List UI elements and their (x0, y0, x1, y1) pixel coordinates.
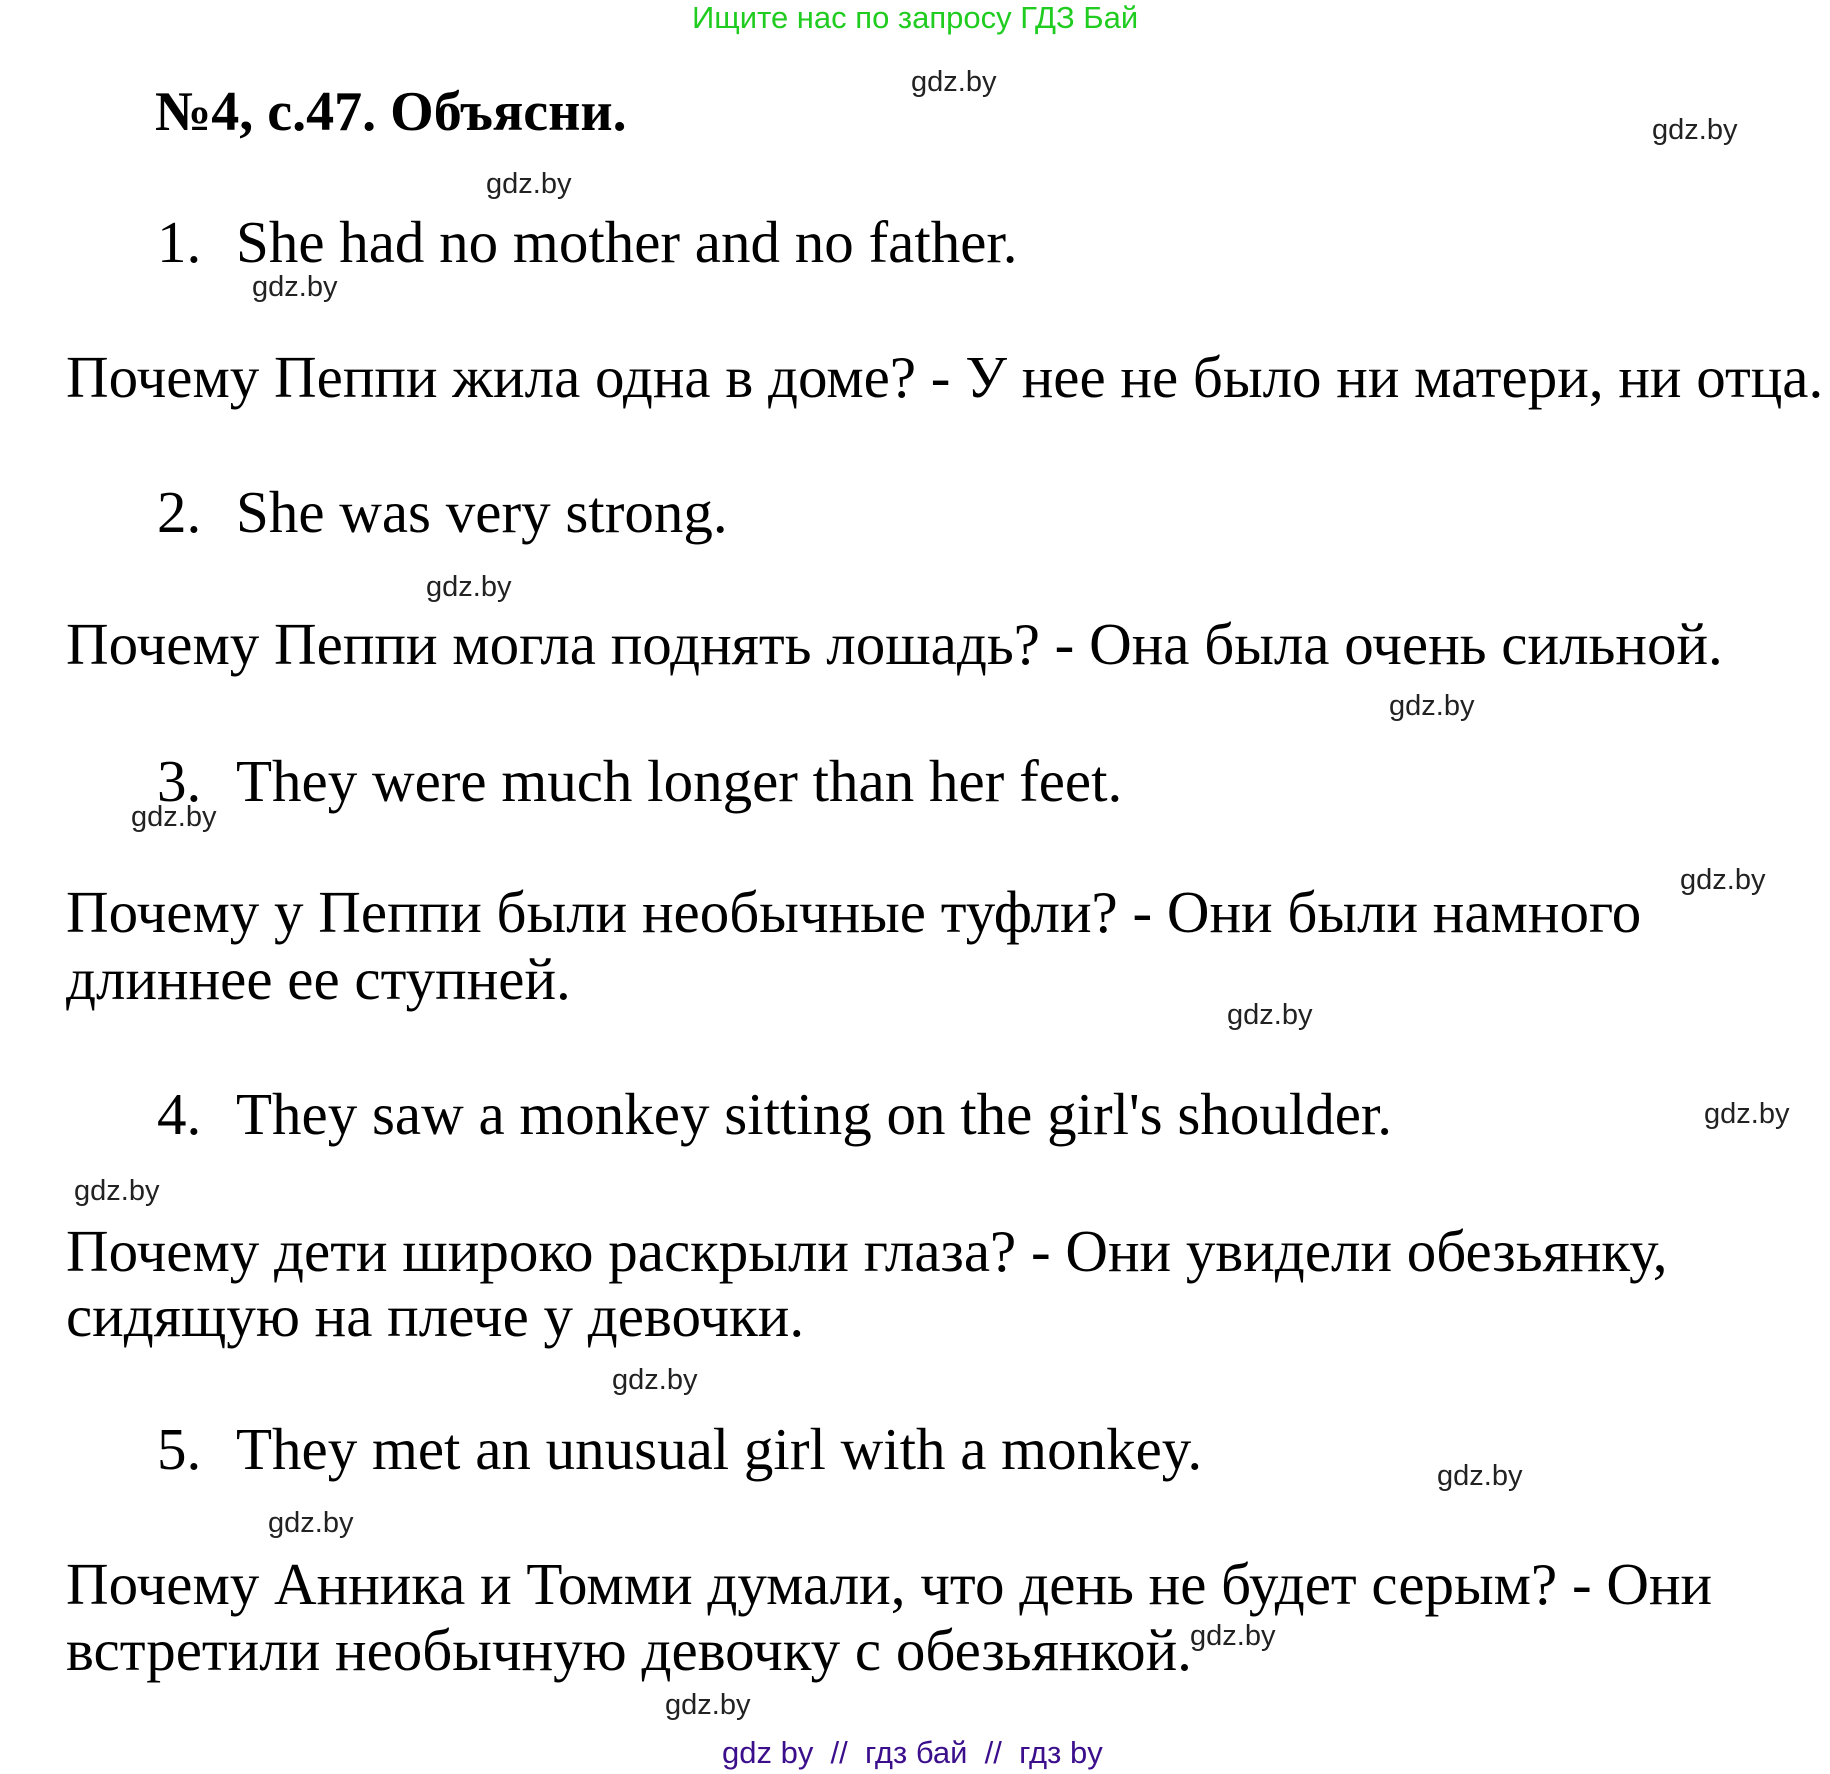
english-item-3 (157, 748, 1123, 814)
watermark: gdz.by (911, 66, 997, 98)
russian-answer-5-line-1: Почему Анника и Томми думали, что день не будет серым? - Они (66, 1551, 1713, 1617)
watermark: gdz.by (1652, 114, 1738, 146)
page-title: №4, с.47. Объясни. (155, 81, 627, 143)
english-text: They saw a monkey sitting on the girl's shoulder. (236, 1081, 1393, 1147)
russian-answer-4-line-2: сидящую на плече у девочки. (66, 1283, 805, 1349)
russian-answer-3-line-1: Почему у Пеппи были необычные туфли? - Они были намного (66, 879, 1642, 945)
footer-links[interactable]: gdz by // гдз бай // гдз by (722, 1735, 1103, 1770)
watermark: gdz.by (426, 571, 512, 603)
search-hint-link[interactable]: Ищите нас по запросу ГДЗ Бай (692, 0, 1139, 35)
english-item-1 (157, 209, 1018, 275)
item-number: 5. (157, 1416, 202, 1482)
item-number: 1. (157, 209, 202, 275)
watermark: gdz.by (1190, 1620, 1276, 1652)
item-number: 2. (157, 479, 202, 545)
watermark: gdz.by (131, 801, 217, 833)
watermark: gdz.by (74, 1175, 160, 1207)
english-item-5 (157, 1416, 1203, 1482)
watermark: gdz.by (252, 271, 338, 303)
english-text: She was very strong. (236, 479, 728, 545)
watermark: gdz.by (486, 168, 572, 200)
watermark: gdz.by (268, 1507, 354, 1539)
english-text: They were much longer than her feet. (236, 748, 1123, 814)
watermark: gdz.by (1680, 864, 1766, 896)
english-text: She had no mother and no father. (236, 209, 1018, 275)
watermark: gdz.by (612, 1364, 698, 1396)
russian-answer-1: Почему Пеппи жила одна в доме? - У нее не было ни матери, ни отца. (66, 344, 1824, 410)
russian-answer-5-line-2: встретили необычную девочку с обезьянкой. (66, 1617, 1192, 1683)
russian-answer-2: Почему Пеппи могла поднять лошадь? - Она была очень сильной. (66, 611, 1723, 677)
item-number: 3. (157, 748, 202, 814)
item-number: 4. (157, 1081, 202, 1147)
watermark: gdz.by (1704, 1098, 1790, 1130)
english-item-4 (157, 1081, 1393, 1147)
english-text: They met an unusual girl with a monkey. (236, 1416, 1203, 1482)
watermark: gdz.by (665, 1689, 751, 1721)
watermark: gdz.by (1437, 1460, 1523, 1492)
russian-answer-4-line-1: Почему дети широко раскрыли глаза? - Они увидели обезьянку, (66, 1218, 1668, 1284)
english-item-2 (157, 479, 728, 545)
watermark: gdz.by (1389, 690, 1475, 722)
russian-answer-3-line-2: длиннее ее ступней. (66, 946, 571, 1012)
watermark: gdz.by (1227, 999, 1313, 1031)
